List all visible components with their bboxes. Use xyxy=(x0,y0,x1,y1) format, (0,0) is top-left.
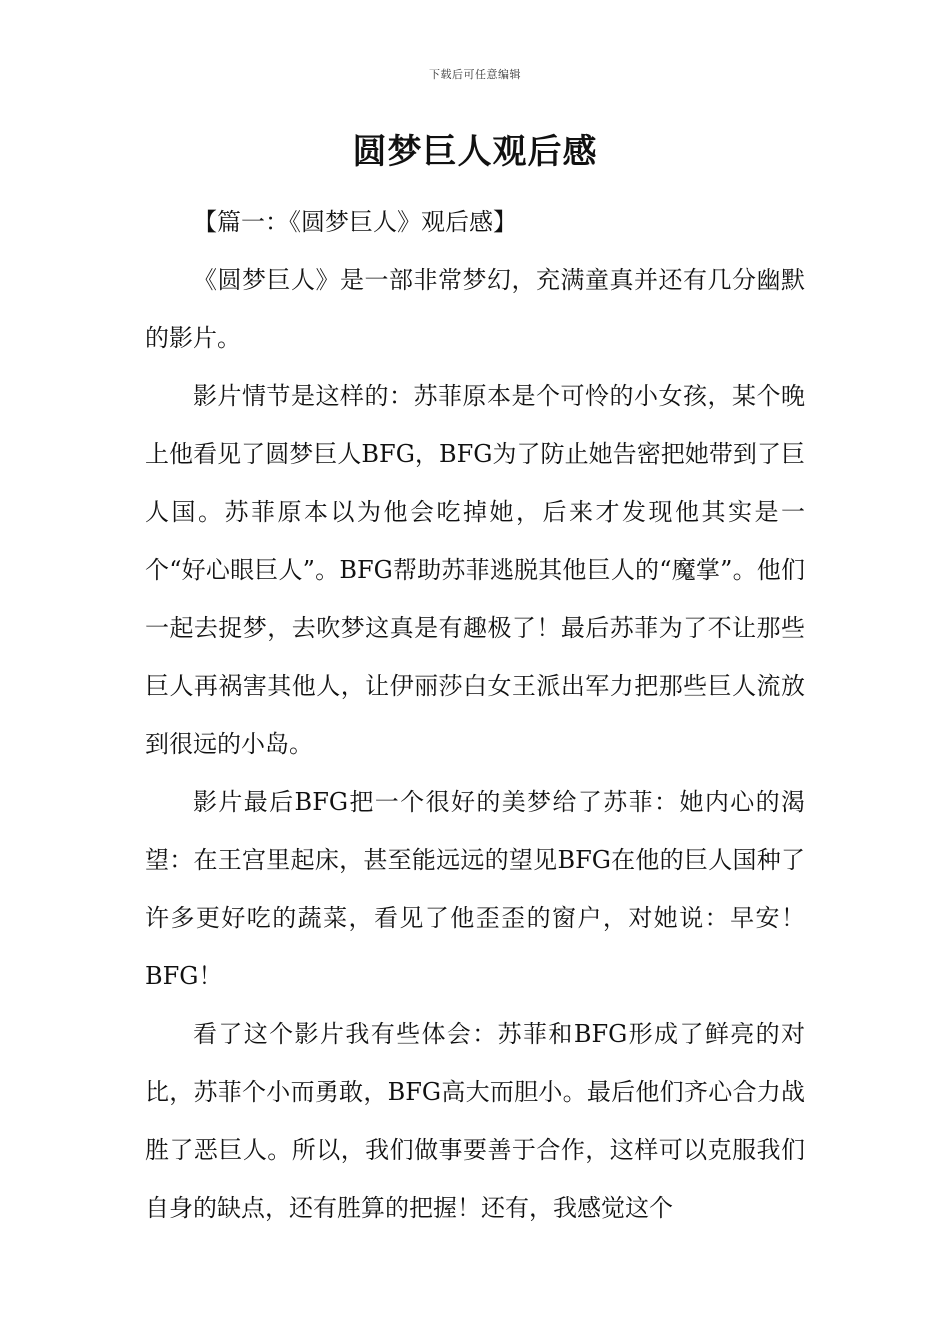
paragraph-plot: 影片情节是这样的：苏菲原本是个可怜的小女孩，某个晚上他看见了圆梦巨人BFG，BFG为了防止她告密把她带到了巨人国。苏菲原本以为他会吃掉她，后来才发现他其实是一个“好心眼巨人”。BFG帮助苏菲逃脱其他巨人的“魔掌”。他们一起去捉梦，去吹梦这真是有趣极了！最后苏菲为了不让那些巨人再祸害其他人，让伊丽莎白女王派出军力把那些巨人流放到很远的小岛。 xyxy=(145,382,805,758)
header-note: 下载后可任意编辑 xyxy=(429,68,521,81)
document-title: 圆梦巨人观后感 xyxy=(352,132,598,172)
section-heading: 【篇一：《圆梦巨人》观后感】 xyxy=(193,208,517,236)
paragraph-reflection: 看了这个影片我有些体会：苏菲和BFG形成了鲜亮的对比，苏菲个小而勇敢，BFG高大而胆小。最后他们齐心合力战胜了恶巨人。所以，我们做事要善于合作，这样可以克服我们自身的缺点，还有胜算的把握！还有，我感觉这个 xyxy=(145,1020,805,1222)
paragraph-intro: 《圆梦巨人》是一部非常梦幻，充满童真并还有几分幽默的影片。 xyxy=(145,266,805,352)
paragraph-ending: 影片最后BFG把一个很好的美梦给了苏菲：她内心的渴望：在王宫里起床，甚至能远远的望见BFG在他的巨人国种了许多更好吃的蔬菜，看见了他歪歪的窗户，对她说：早安！BFG！ xyxy=(145,788,805,990)
document-body xyxy=(145,193,805,1237)
